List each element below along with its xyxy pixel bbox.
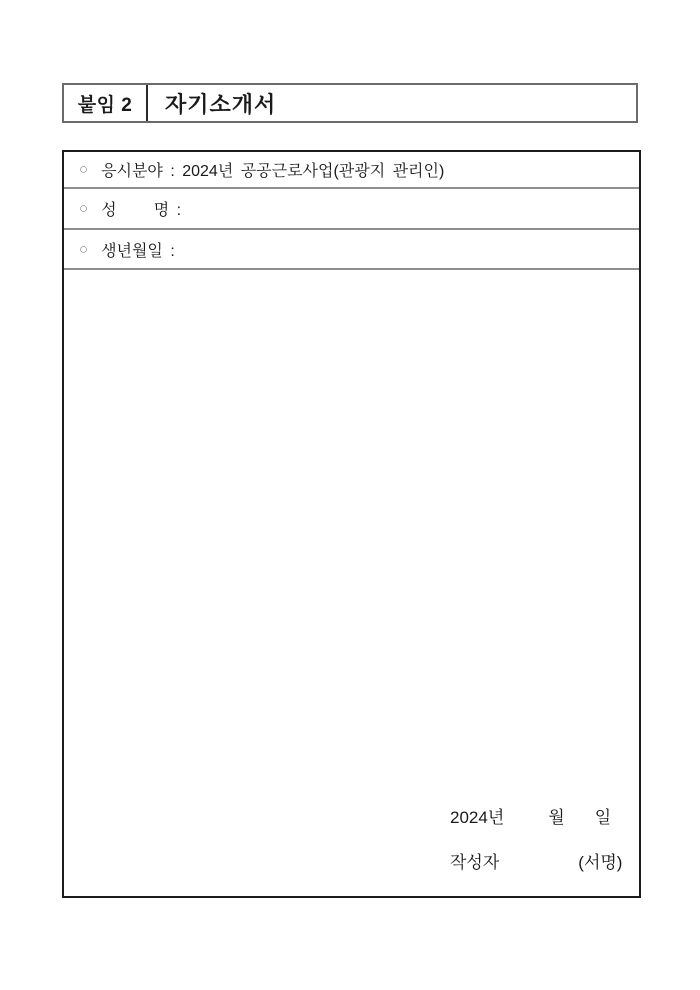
signature-label: (서명) (578, 853, 623, 872)
essay-body-area (64, 270, 639, 896)
circle-bullet-icon: ○ (79, 200, 89, 217)
date-month-label: 월 (548, 808, 565, 827)
date-day-label: 일 (594, 808, 612, 827)
application-field-text: 응시분야 : 2024년 공공근로사업(관광지 관리인) (101, 163, 445, 180)
date-line (450, 803, 611, 828)
name-field-text: 성 명 : (101, 202, 182, 219)
birthdate-field-text: 생년월일 : (101, 242, 175, 260)
row-name (64, 189, 639, 230)
writer-label: 작성자 (450, 853, 500, 872)
header-box (62, 83, 638, 123)
circle-bullet-icon: ○ (79, 240, 89, 258)
row-birthdate (64, 230, 639, 270)
form-box (62, 150, 641, 898)
circle-bullet-icon: ○ (79, 161, 89, 178)
attachment-label: 붙임 2 (64, 85, 148, 121)
page-title: 자기소개서 (165, 91, 277, 117)
date-year: 2024년 (450, 808, 505, 827)
row-application-field (64, 152, 639, 189)
signature-line (450, 848, 622, 873)
